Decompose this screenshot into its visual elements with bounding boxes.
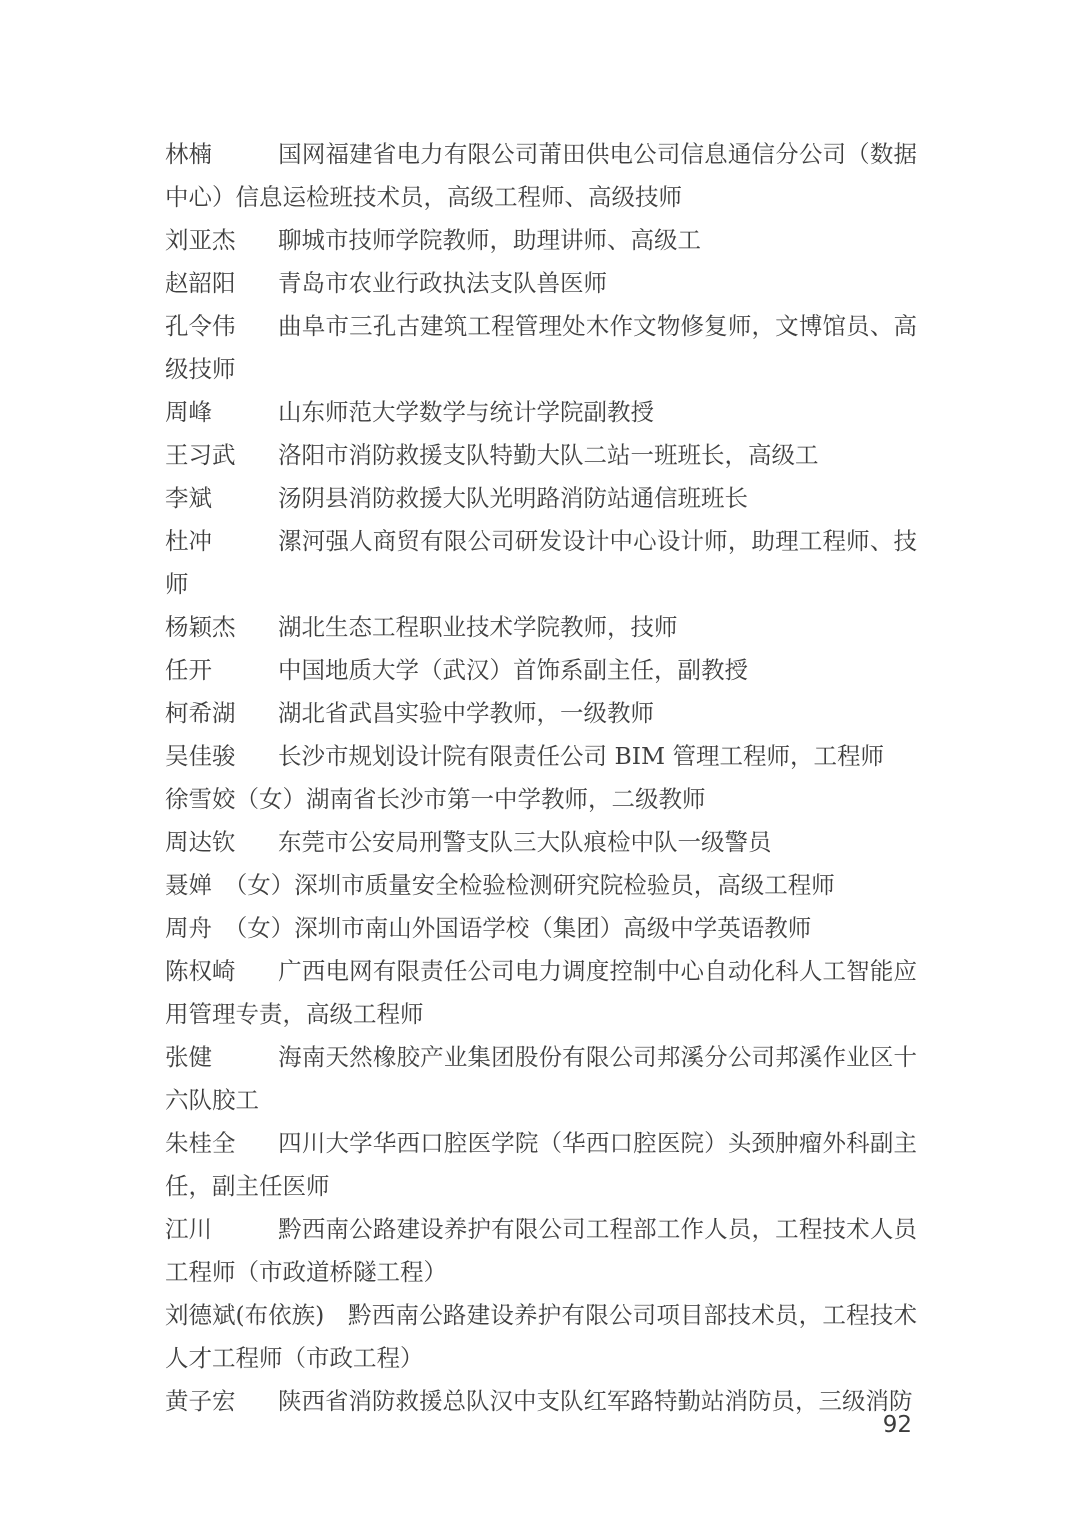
person-name: 江川 [165,1215,212,1243]
person-name: 朱桂全 [165,1129,236,1157]
person-name: 杜冲 [165,527,212,555]
person-title: 国网福建省电力有限公司莆田供电公司信息通信分公司（数据中心）信息运检班技术员，高级工程师、高级技师 [165,140,917,211]
person-name: 赵韶阳 [165,269,236,297]
person-title: 湖北生态工程职业技术学院教师，技师 [278,613,678,641]
person-title: 海南天然橡胶产业集团股份有限公司邦溪分公司邦溪作业区十六队胶工 [165,1043,917,1114]
person-title: 汤阴县消防救援大队光明路消防站通信班班长 [278,484,748,512]
page-number: 92 [882,1412,912,1438]
honor-list-entry [165,821,917,864]
person-name: 徐雪姣（女） [165,785,306,813]
honor-list-entry [165,219,917,262]
honor-list-entry [165,133,917,219]
person-name: 吴佳骏 [165,742,236,770]
honor-list-entry [165,1122,917,1208]
honor-list-entry [165,907,917,950]
honor-list-entry [165,1036,917,1122]
person-title: 四川大学华西口腔医学院（华西口腔医院）头颈肿瘤外科副主任，副主任医师 [165,1129,917,1200]
person-name: 孔令伟 [165,312,236,340]
person-name: 杨颖杰 [165,613,236,641]
honor-list-entry [165,778,917,821]
honor-list-entry [165,735,917,778]
person-name: 李斌 [165,484,212,512]
person-title: 深圳市质量安全检验检测研究院检验员，高级工程师 [294,871,835,899]
honor-list-entry [165,520,917,606]
person-title: 山东师范大学数学与统计学院副教授 [278,398,654,426]
person-title: 湖北省武昌实验中学教师，一级教师 [278,699,654,727]
honor-list-entry [165,477,917,520]
person-name: 聂婵 （女） [165,871,295,899]
person-name: 周峰 [165,398,212,426]
honor-list-entry [165,305,917,391]
person-title: 聊城市技师学院教师，助理讲师、高级工 [278,226,701,254]
honor-list-entry [165,864,917,907]
honor-list-entry [165,1208,917,1294]
person-title: 东莞市公安局刑警支队三大队痕检中队一级警员 [278,828,772,856]
person-title: 中国地质大学（武汉）首饰系副主任，副教授 [278,656,748,684]
person-name: 任开 [165,656,212,684]
person-name: 刘亚杰 [165,226,236,254]
person-name: 柯希湖 [165,699,236,727]
person-name: 林楠 [165,140,212,168]
person-title: 漯河强人商贸有限公司研发设计中心设计师，助理工程师、技师 [165,527,917,598]
honor-list-entry [165,262,917,305]
honor-list-entry [165,606,917,649]
person-title: 湖南省长沙市第一中学教师，二级教师 [306,785,706,813]
honor-list-entry [165,950,917,1036]
person-title: 长沙市规划设计院有限责任公司 BIM 管理工程师，工程师 [278,742,885,770]
honor-list-entry [165,1380,917,1423]
person-title: 曲阜市三孔古建筑工程管理处木作文物修复师，文博馆员、高级技师 [165,312,917,383]
honor-list-entry [165,649,917,692]
person-name: 王习武 [165,441,236,469]
person-title: 青岛市农业行政执法支队兽医师 [278,269,607,297]
person-title: 黔西南公路建设养护有限公司工程部工作人员，工程技术人员工程师（市政道桥隧工程） [165,1215,917,1286]
person-name: 张健 [165,1043,212,1071]
person-title: 深圳市南山外国语学校（集团）高级中学英语教师 [294,914,812,942]
person-name: 陈权崎 [165,957,236,985]
person-title: 陕西省消防救援总队汉中支队红军路特勤站消防员，三级消防 [278,1387,913,1415]
person-name: 刘德斌(布依族) [165,1301,348,1329]
honor-list-entry [165,692,917,735]
person-title: 广西电网有限责任公司电力调度控制中心自动化科人工智能应用管理专责，高级工程师 [165,957,917,1028]
person-title: 黔西南公路建设养护有限公司项目部技术员，工程技术人才工程师（市政工程） [165,1301,917,1372]
honor-list-entry [165,391,917,434]
person-name: 周达钦 [165,828,236,856]
honor-list [165,133,917,1423]
honor-list-entry [165,434,917,477]
person-name: 黄子宏 [165,1387,236,1415]
honor-list-entry [165,1294,917,1380]
person-title: 洛阳市消防救援支队特勤大队二站一班班长，高级工 [278,441,819,469]
person-name: 周舟 （女） [165,914,295,942]
